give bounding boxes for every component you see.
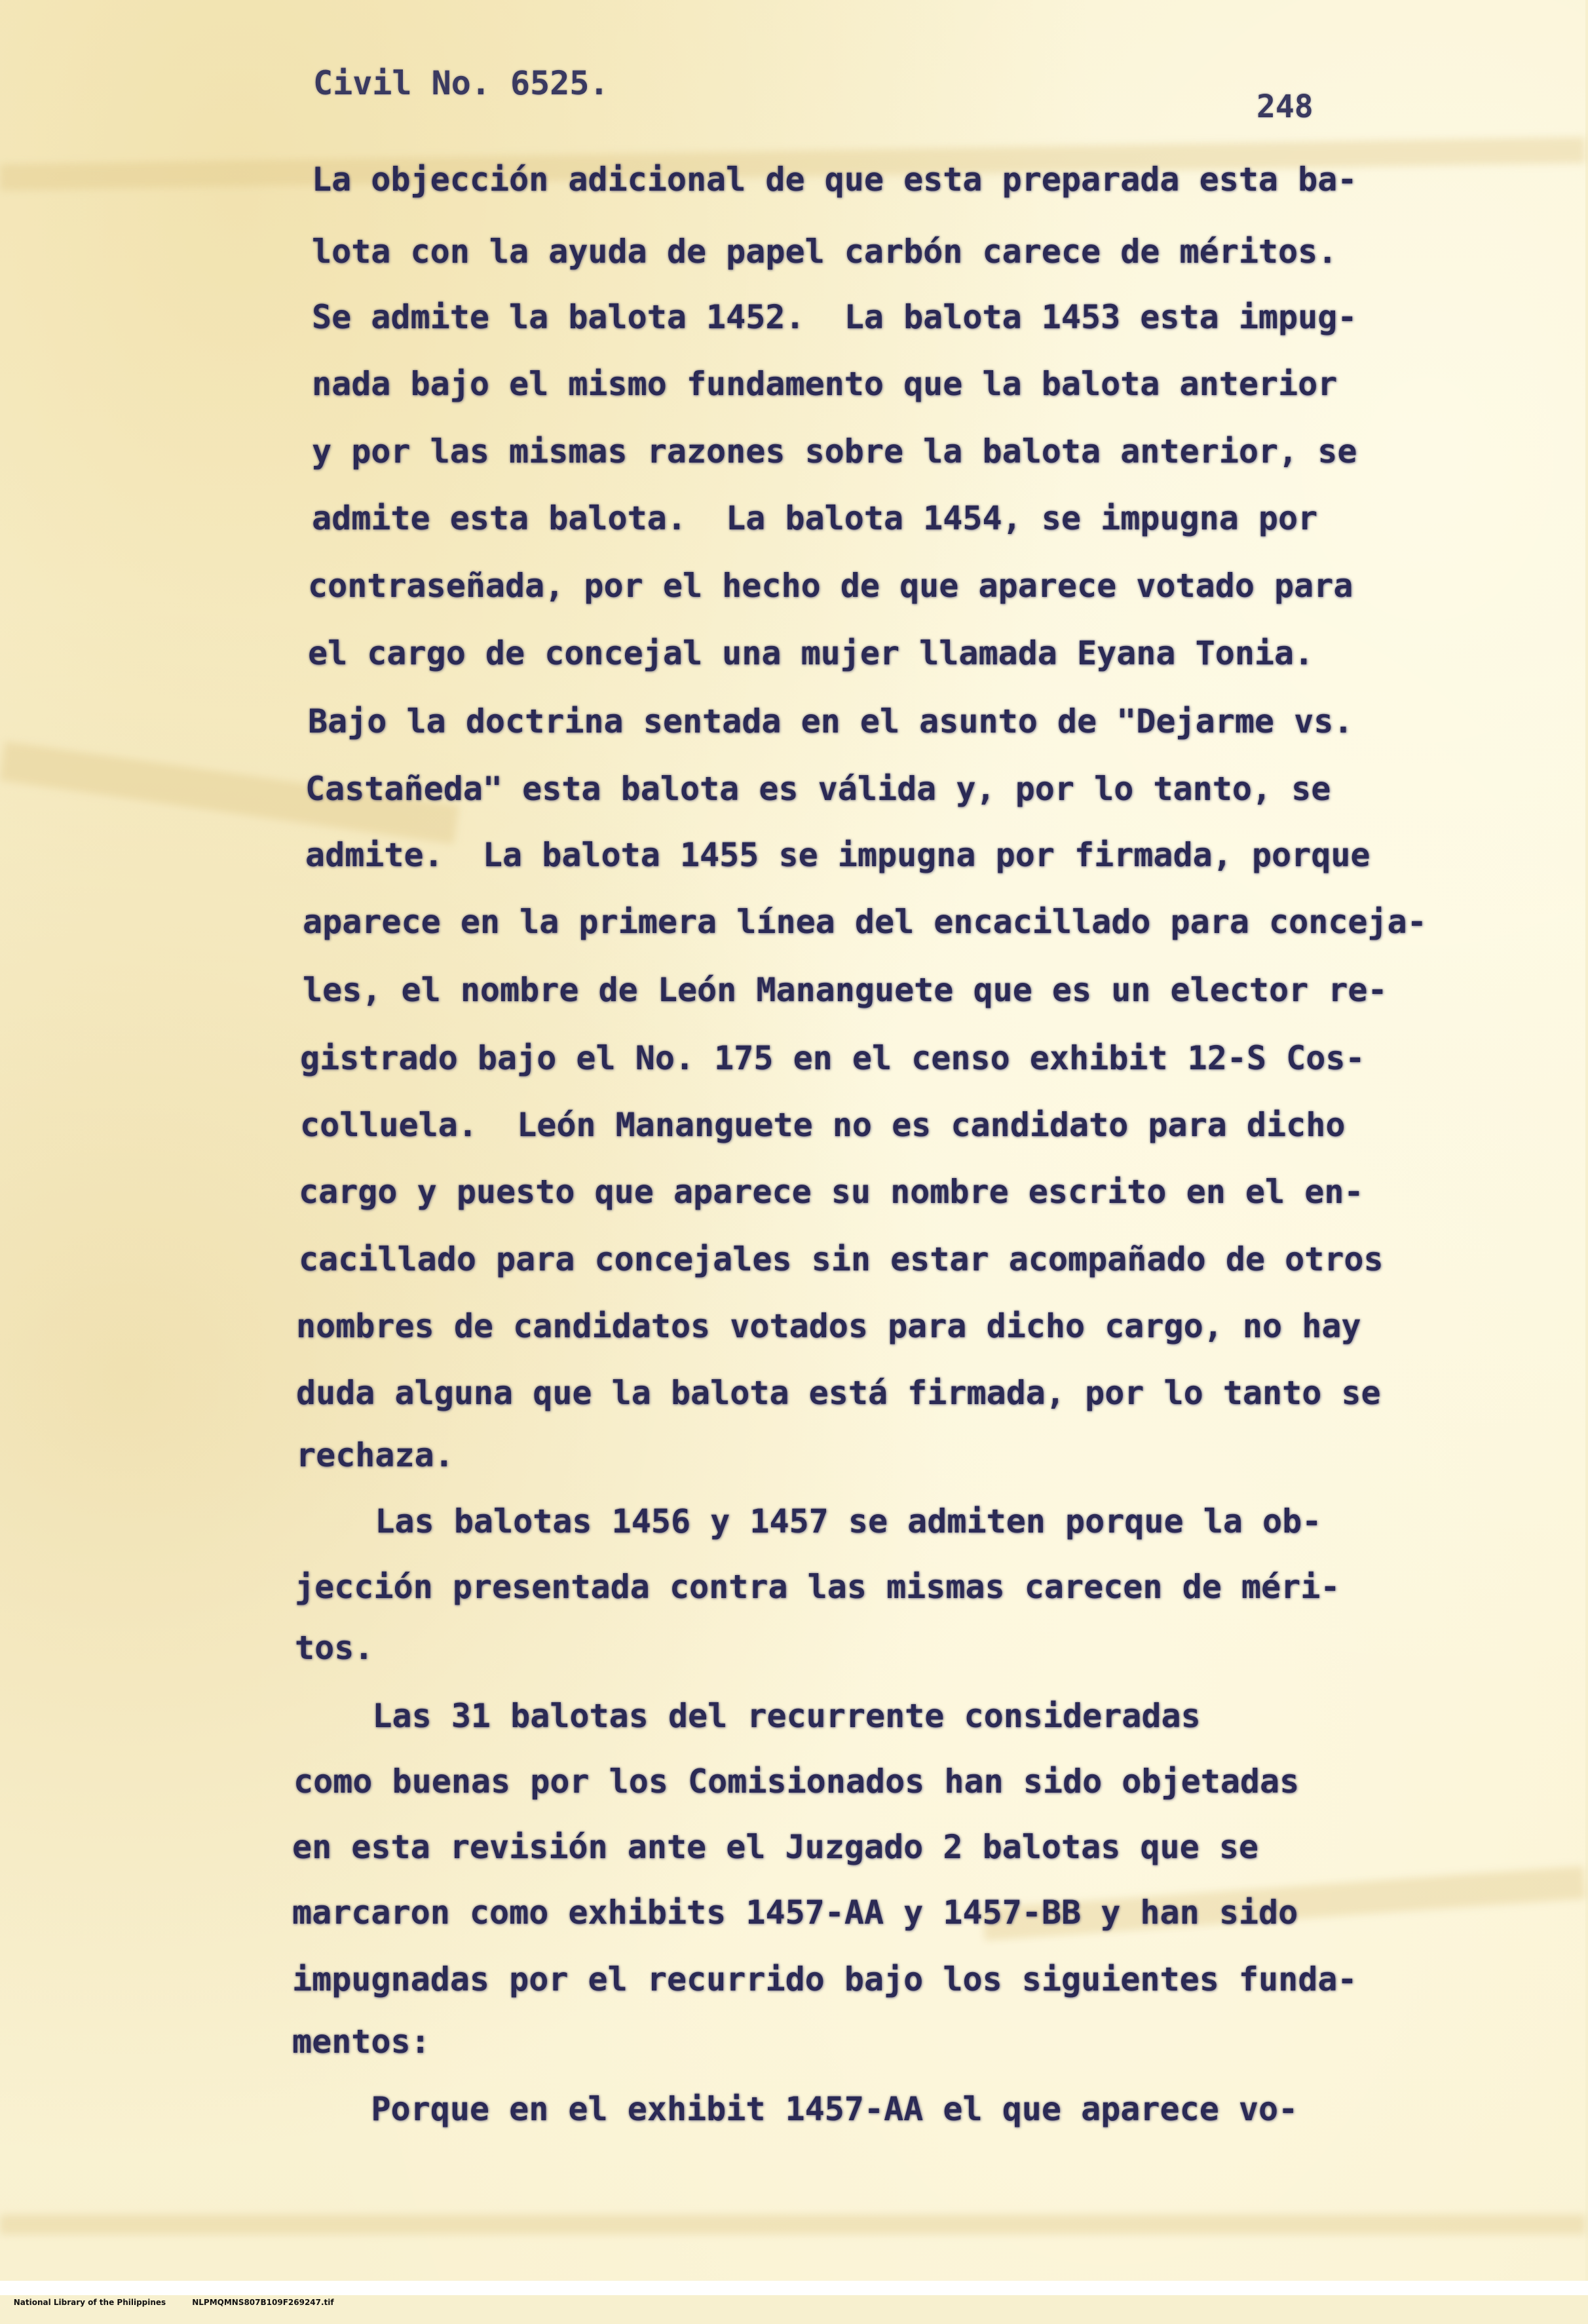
text-line: gistrado bajo el No. 175 en el censo exhibit 12-S Cos- (300, 1039, 1365, 1077)
text-line: Se admite la balota 1452. La balota 1453 esta impug- (312, 298, 1357, 336)
case-number: Civil No. 6525. (313, 64, 609, 102)
text-line: como buenas por los Comisionados han sido objetadas (293, 1762, 1300, 1800)
text-line: La objección adicional de que esta preparada esta ba- (312, 161, 1357, 199)
text-line: Bajo la doctrina sentada en el asunto de "Dejarme vs. (308, 702, 1353, 740)
text-line: en esta revisión ante el Juzgado 2 balotas que se (292, 1828, 1259, 1866)
text-line: y por las mismas razones sobre la balota anterior, se (312, 432, 1357, 470)
footer-source: National Library of the Philippines (13, 2298, 166, 2307)
text-line: Las balotas 1456 y 1457 se admiten porque la ob- (296, 1502, 1322, 1540)
text-line: mentos: (292, 2023, 430, 2061)
text-line: tos. (295, 1629, 374, 1667)
text-line: nombres de candidatos votados para dicho cargo, no hay (296, 1307, 1361, 1345)
text-line: Castañeda" esta balota es válida y, por lo tanto, se (305, 770, 1331, 808)
text-line: cacillado para concejales sin estar acompañado de otros (299, 1240, 1384, 1278)
text-line: duda alguna que la balota está firmada, por lo tanto se (296, 1374, 1381, 1412)
text-line: les, el nombre de León Mananguete que es un elector re- (303, 971, 1388, 1009)
text-line: el cargo de concejal una mujer llamada Eyana Tonia. (308, 634, 1314, 672)
text-line: cargo y puesto que aparece su nombre escrito en el en- (299, 1173, 1364, 1211)
paper-crease (0, 2215, 1585, 2234)
text-line: marcaron como exhibits 1457-AA y 1457-BB y han sido (292, 1894, 1298, 1932)
footer-file-id: NLPMQMNS807B109F269247.tif (192, 2298, 334, 2307)
text-line: admite. La balota 1455 se impugna por firmada, porque (305, 836, 1371, 874)
scan-footer (0, 2281, 1588, 2307)
page-number: 248 (1257, 88, 1314, 125)
text-line: Las 31 balotas del recurrente consideradas (293, 1697, 1201, 1735)
text-line: contraseñada, por el hecho de que aparece votado para (308, 567, 1353, 605)
text-line: aparece en la primera línea del encacillado para conceja- (303, 903, 1427, 941)
text-line: jección presentada contra las mismas carecen de méri- (295, 1568, 1340, 1606)
text-line: impugnadas por el recurrido bajo los siguientes funda- (292, 1960, 1357, 1998)
text-line: colluela. León Mananguete no es candidato para dicho (300, 1106, 1346, 1144)
text-line: lota con la ayuda de papel carbón carece de méritos. (312, 233, 1338, 271)
text-line: Porque en el exhibit 1457-AA el que aparece vo- (292, 2090, 1298, 2128)
text-line: nada bajo el mismo fundamento que la balota anterior (312, 365, 1338, 403)
text-line: rechaza. (296, 1436, 454, 1474)
text-line: admite esta balota. La balota 1454, se impugna por (312, 499, 1318, 537)
